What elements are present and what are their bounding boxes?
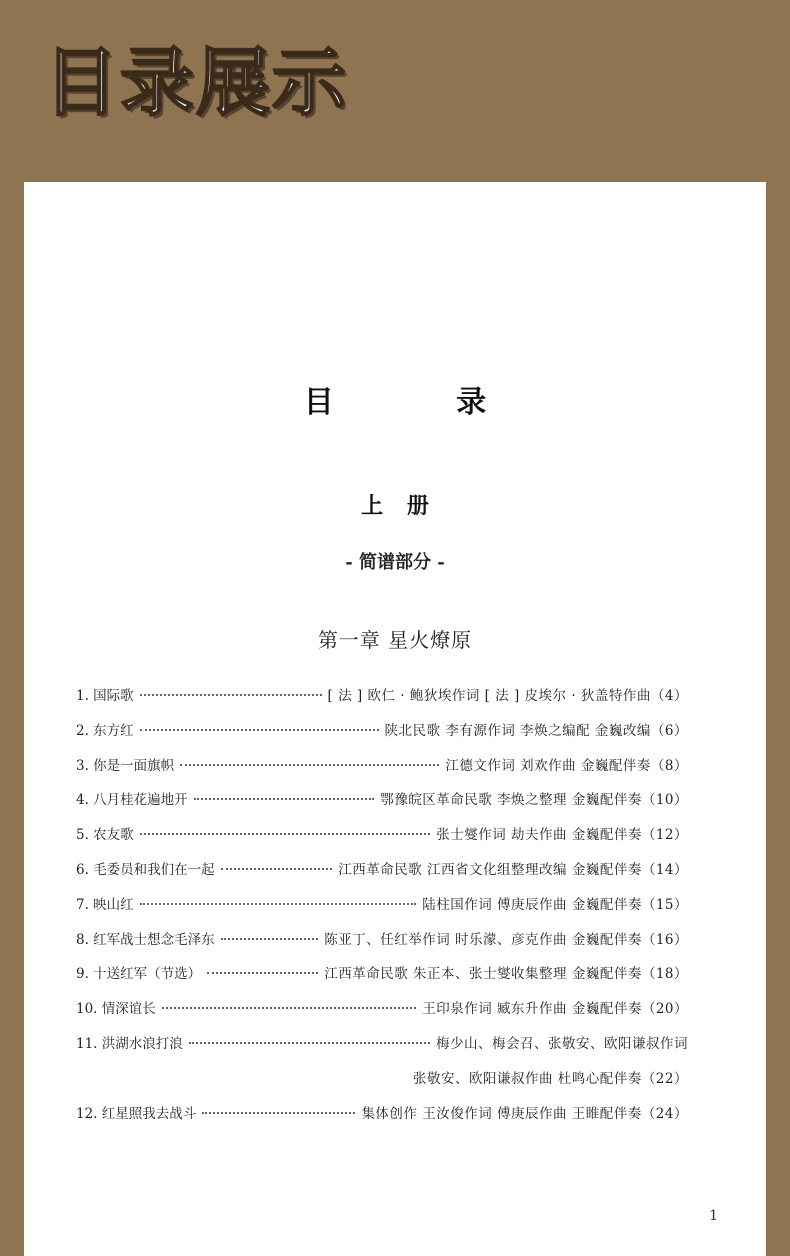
section-heading: - 简谱部分 - [345,552,445,573]
toc-entry-credits: 陈亚丁、任红举作词 时乐濛、彦克作曲 金巍配伴奏（16） [324,931,688,948]
dot-leader [140,903,417,905]
table-of-contents [76,684,688,1136]
dot-leader [221,868,333,870]
dot-leader [202,1112,355,1114]
dot-leader [162,1007,416,1009]
toc-entry-credits: 集体创作 王汝俊作词 傅庚辰作曲 王睢配伴奏（24） [361,1105,688,1122]
toc-entry[interactable] [76,684,688,719]
toc-entry-credits: 张敬安、欧阳谦叔作曲 杜鸣心配伴奏（22） [413,1070,688,1087]
toc-entry-credits: [ 法 ] 欧仁 · 鲍狄埃作词 [ 法 ] 皮埃尔 · 狄盖特作曲（4） [327,688,688,704]
toc-entry[interactable] [76,754,688,789]
toc-entry-title: 3. 你是一面旗帜 [76,757,175,774]
document-page [24,182,766,1256]
toc-entry[interactable] [76,1102,688,1137]
banner-title: 目录展示 [44,40,348,126]
toc-entry-credits: 陆柱国作词 傅庚辰作曲 金巍配伴奏（15） [422,896,688,913]
toc-entry[interactable] [76,1032,688,1067]
toc-entry[interactable] [76,823,688,858]
toc-entry-credits: 张士燮作词 劫夫作曲 金巍配伴奏（12） [436,827,688,844]
toc-entry-credits: 王印泉作词 臧东升作曲 金巍配伴奏（20） [422,1001,688,1018]
dot-leader [189,1042,430,1044]
toc-entry[interactable] [76,893,688,928]
toc-entry-title: 11. 洪湖水浪打浪 [76,1035,183,1052]
toc-entry-title: 2. 东方红 [76,722,134,739]
toc-entry-credits: 梅少山、梅会召、张敬安、欧阳谦叔作词 [436,1035,688,1052]
toc-entry[interactable] [76,928,688,963]
dot-leader [140,729,379,731]
dot-leader [194,798,375,800]
dot-leader [180,764,439,766]
volume-heading: 上 册 [361,493,437,519]
toc-entry-credits: 鄂豫皖区革命民歌 李焕之整理 金巍配伴奏（10） [380,792,688,809]
toc-entry[interactable] [76,997,688,1032]
toc-entry-credits: 江西革命民歌 江西省文化组整理改编 金巍配伴奏（14） [338,861,688,878]
toc-entry-credits: 江德文作词 刘欢作曲 金巍配伴奏（8） [445,757,688,774]
page-number: 1 [709,1208,718,1224]
toc-entry[interactable] [76,788,688,823]
toc-entry-title: 12. 红星照我去战斗 [76,1105,197,1122]
toc-entry-title: 1. 国际歌 [76,688,134,704]
toc-entry-credits: 陕北民歌 李有源作词 李焕之编配 金巍改编（6） [384,722,688,739]
toc-entry[interactable] [76,962,688,997]
toc-entry[interactable] [76,719,688,754]
toc-entry-title: 10. 情深谊长 [76,1001,156,1018]
toc-entry-title: 5. 农友歌 [76,827,134,844]
dot-leader [221,938,319,940]
toc-entry-title: 8. 红军战士想念毛泽东 [76,931,215,948]
toc-entry-title: 9. 十送红军（节选） [76,966,202,983]
chapter-heading: 第一章 星火燎原 [317,628,473,652]
toc-entry-title: 4. 八月桂花遍地开 [76,792,188,809]
dot-leader [207,972,318,974]
toc-entry-continuation [76,1067,688,1102]
toc-entry-title: 6. 毛委员和我们在一起 [76,861,215,878]
page-title: 目 录 [303,385,543,420]
toc-entry-credits: 江西革命民歌 朱正本、张士燮收集整理 金巍配伴奏（18） [324,966,688,983]
toc-entry[interactable] [76,858,688,893]
dot-leader [140,694,322,696]
dot-leader [140,833,431,835]
toc-entry-title: 7. 映山红 [76,896,134,913]
